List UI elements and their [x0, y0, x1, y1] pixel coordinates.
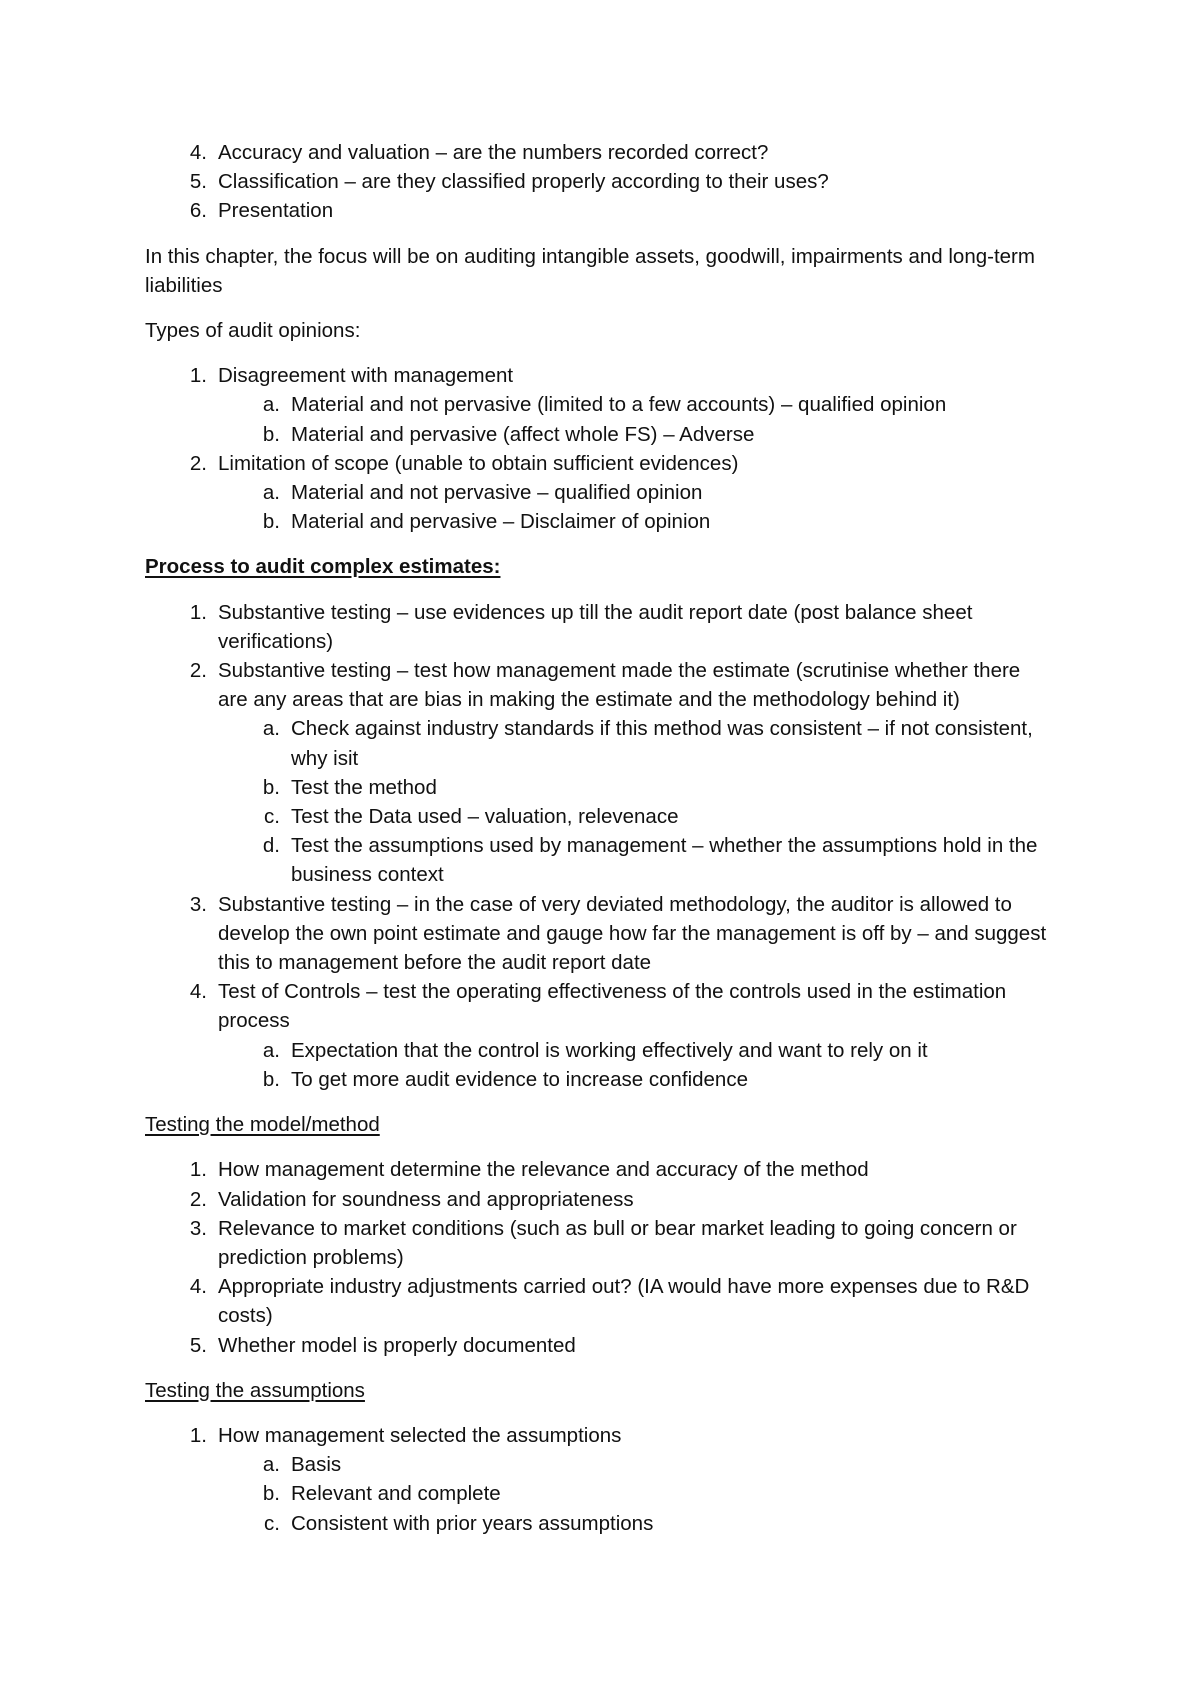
list-item	[145, 890, 1050, 978]
sub-list-text: To get more audit evidence to increase confidence	[291, 1067, 748, 1091]
list-item	[145, 977, 1050, 1094]
list-item	[145, 1155, 1050, 1184]
list-number: 2.	[189, 1187, 207, 1211]
sub-list-text: Test the assumptions used by management – whether the assumptions hold in the business context	[291, 834, 1038, 887]
list-item	[145, 196, 1050, 225]
sub-list-item	[218, 1450, 1050, 1479]
list-number: 3.	[189, 892, 207, 916]
sub-list-text: Expectation that the control is working effectively and want to rely on it	[291, 1038, 928, 1062]
sub-list-text: Consistent with prior years assumptions	[291, 1511, 654, 1535]
list-number: 4.	[189, 141, 207, 164]
model-heading: Testing the model/method	[145, 1113, 380, 1137]
sub-list-text: Material and not pervasive (limited to a few accounts) – qualified opinion	[291, 393, 947, 417]
list-item	[145, 167, 1050, 196]
sub-list-item	[218, 1036, 1050, 1065]
sub-list-text: Check against industry standards if this method was consistent – if not consistent, why isit	[291, 717, 1033, 770]
sub-list	[218, 478, 1050, 536]
sub-list-text: Test the Data used – valuation, relevenace	[291, 805, 679, 829]
sub-list	[218, 714, 1050, 889]
process-list	[145, 598, 1050, 1094]
list-text: Substantive testing – use evidences up till the audit report date (post balance sheet verifications)	[218, 600, 973, 653]
sub-list-letter: b.	[262, 1482, 280, 1506]
sub-list-letter: a.	[262, 1453, 280, 1477]
sub-list-text: Test the method	[291, 775, 437, 799]
list-text: How management determine the relevance and accuracy of the method	[218, 1158, 869, 1182]
sub-list-item	[218, 478, 1050, 507]
sub-list-letter: a.	[262, 393, 280, 417]
sub-list-item	[218, 420, 1050, 449]
sub-list-letter: c.	[264, 805, 280, 829]
list-number: 1.	[189, 364, 207, 388]
sub-list-letter: b.	[262, 775, 280, 799]
list-number: 4.	[189, 1275, 207, 1299]
list-item	[145, 449, 1050, 537]
list-number: 6.	[189, 199, 207, 223]
sub-list-item	[218, 507, 1050, 536]
list-text: Disagreement with management	[218, 364, 514, 388]
list-text: How management selected the assumptions	[218, 1423, 622, 1447]
sub-list-text: Basis	[291, 1453, 342, 1477]
sub-list	[218, 1450, 1050, 1538]
sub-list-letter: a.	[262, 1038, 280, 1062]
list-text: Accuracy and valuation – are the numbers recorded correct?	[218, 141, 769, 164]
model-list	[145, 1155, 1050, 1359]
list-text: Substantive testing – test how management made the estimate (scrutinise whether there are any areas that are bias in making the estimate and the methodology behind it)	[218, 659, 1021, 712]
list-text: Relevance to market conditions (such as bull or bear market leading to going concern or prediction problems)	[218, 1216, 1017, 1269]
list-number: 2.	[189, 659, 207, 683]
list-number: 2.	[189, 451, 207, 475]
sub-list-letter: d.	[262, 834, 280, 858]
list-item	[145, 1331, 1050, 1360]
list-text: Presentation	[218, 199, 334, 223]
assumptions-heading: Testing the assumptions	[145, 1378, 365, 1402]
list-item	[145, 1185, 1050, 1214]
sub-list-letter: b.	[262, 1067, 280, 1091]
list-text: Limitation of scope (unable to obtain sufficient evidences)	[218, 451, 739, 475]
sub-list-letter: a.	[262, 717, 280, 741]
sub-list	[218, 390, 1050, 448]
sub-list-item	[218, 831, 1050, 889]
process-heading: Process to audit complex estimates:	[145, 555, 501, 579]
list-item	[145, 138, 1050, 167]
list-item	[145, 361, 1050, 449]
list-text: Substantive testing – in the case of very deviated methodology, the auditor is allowed to develop the own point estimate and gauge how far the management is off by – and suggest this to management before the audit report date	[218, 892, 1047, 975]
list-number: 5.	[189, 170, 207, 194]
list-text: Classification – are they classified properly according to their uses?	[218, 170, 829, 194]
sub-list-item	[218, 714, 1050, 772]
sub-list-item	[218, 390, 1050, 419]
list-item	[145, 656, 1050, 890]
sub-list-item	[218, 773, 1050, 802]
list-number: 5.	[189, 1333, 207, 1357]
sub-list-item	[218, 1479, 1050, 1508]
list-text: Validation for soundness and appropriateness	[218, 1187, 634, 1211]
list-number: 3.	[189, 1216, 207, 1240]
list-item	[145, 598, 1050, 656]
list-item	[145, 1421, 1050, 1538]
list-text: Test of Controls – test the operating effectiveness of the controls used in the estimation process	[218, 980, 1007, 1033]
opinions-list	[145, 361, 1050, 536]
opinions-heading: Types of audit opinions:	[145, 319, 361, 343]
top-list	[145, 138, 1050, 226]
intro-paragraph: In this chapter, the focus will be on auditing intangible assets, goodwill, impairments and long-term liabilities	[145, 244, 1035, 297]
list-item	[145, 1272, 1050, 1330]
sub-list-text: Material and pervasive (affect whole FS) – Adverse	[291, 422, 755, 446]
sub-list-letter: b.	[262, 422, 280, 446]
sub-list-item	[218, 802, 1050, 831]
sub-list-text: Relevant and complete	[291, 1482, 501, 1506]
list-item	[145, 1214, 1050, 1272]
sub-list-item	[218, 1065, 1050, 1094]
list-number: 1.	[189, 1423, 207, 1447]
sub-list-text: Material and not pervasive – qualified opinion	[291, 481, 703, 505]
assumptions-list	[145, 1421, 1050, 1538]
list-text: Appropriate industry adjustments carried out? (IA would have more expenses due to R&D costs)	[218, 1275, 1030, 1328]
sub-list	[218, 1036, 1050, 1094]
list-text: Whether model is properly documented	[218, 1333, 576, 1357]
list-number: 1.	[189, 1158, 207, 1182]
sub-list-text: Material and pervasive – Disclaimer of opinion	[291, 510, 711, 534]
sub-list-letter: c.	[264, 1511, 280, 1535]
list-number: 4.	[189, 980, 207, 1004]
sub-list-item	[218, 1509, 1050, 1538]
list-number: 1.	[189, 600, 207, 624]
sub-list-letter: a.	[262, 481, 280, 505]
sub-list-letter: b.	[262, 510, 280, 534]
